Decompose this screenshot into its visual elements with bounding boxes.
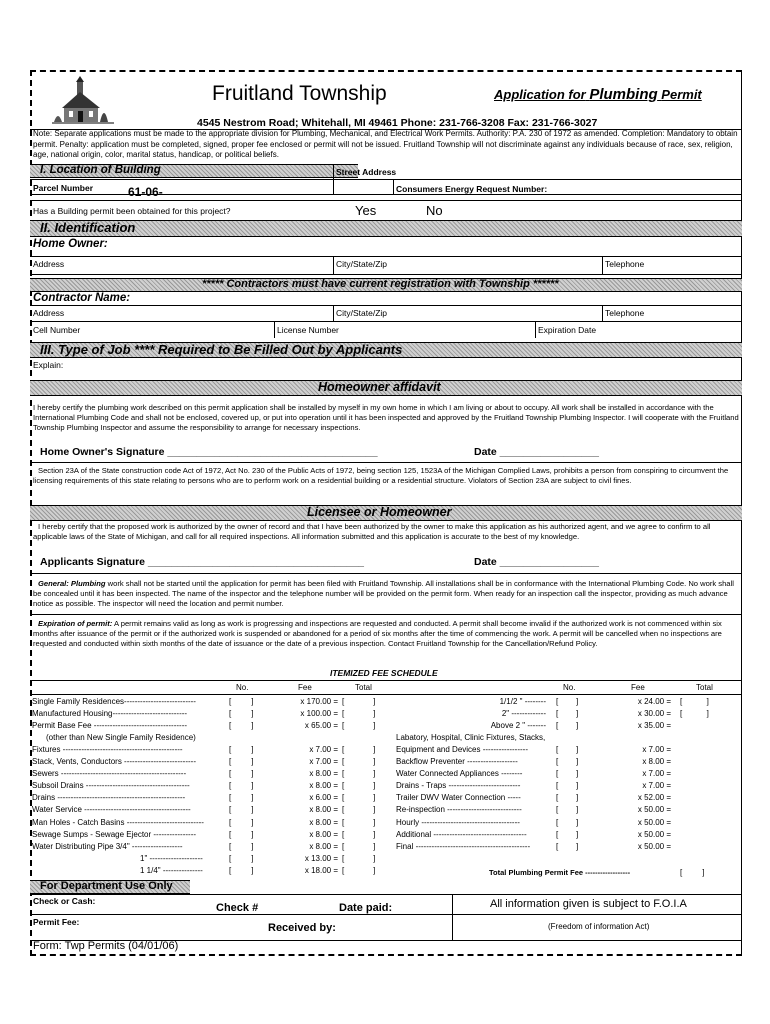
contractor-name-label: Contractor Name: <box>33 292 131 304</box>
street-address-label: Street Address <box>336 167 397 177</box>
licensee-title: Licensee or Homeowner <box>307 505 452 519</box>
fee-right-no-box[interactable]: [ ] <box>556 721 579 730</box>
fee-left-total-box[interactable]: [ ] <box>342 830 376 839</box>
fee-left-label: Permit Base Fee ----------------------------------- <box>32 721 188 730</box>
fee-left-label: Sewage Sumps - Sewage Ejector ---------------- <box>32 830 197 839</box>
parcel-number-label: Parcel Number <box>33 183 93 193</box>
fee-left-rate: x 7.00 = <box>309 745 338 754</box>
fee-left-no-box[interactable]: [ ] <box>229 757 254 766</box>
fee-right-rate: x 50.00 = <box>637 842 671 851</box>
general-body: work shall not be started until the application for permit has been filed with Fruitland Township. All installations shall be in conformance with the International Plumbing Code. No work shall be concealed until it has been inspected. The name of the inspector and the telephone number will be provided on the permit form. When ready for an inspection call the inspector, providing as much advance notice as possible. The inspector will need the location and permit number. <box>33 579 734 608</box>
section-23a-text: Section 23A of the State construction code Act of 1972, Act No. 230 of the Public Acts of 1972, being section 125, 1523A of the Michigan Complied Laws, prohibits a person from conspiring to circumvent the licensing requirements of this state relating to persons who are to perform work on a residential building or a residential structure. Violators of Section 23A are subject to civil fines. <box>33 466 729 485</box>
fee-left-label: Drains ------------------------------------------------ <box>32 793 186 802</box>
fee-right-no-box[interactable]: [ ] <box>556 781 579 790</box>
application-suffix: Permit <box>661 87 702 102</box>
expiration-body: A permit remains valid as long as work is progressing and inspections are requested and conducted. A permit shall become invalid if the authorized work is not commenced within six months after issuance of the permit or if the authorized work is suspended or abandoned for a period of six months after the time of commencing the work. A permit will be cancelled when no inspections are requested and conducted within sixth months of the date of issuance or the date of a previous inspection. Contact Fruitland Township for the Cancellation/Refund Policy. <box>33 619 722 648</box>
fee-right-rate: x 30.00 = <box>637 709 671 718</box>
fee-left-total-box[interactable]: [ ] <box>342 805 376 814</box>
fee-left-no-box[interactable]: [ ] <box>229 793 254 802</box>
fee-right-no-box[interactable]: [ ] <box>556 793 579 802</box>
lab-fixtures-heading: Labatory, Hospital, Clinic Fixtures, Stacks, <box>396 733 546 742</box>
check-or-cash-label: Check or Cash: <box>33 896 96 906</box>
expiration-label: Expiration of permit: <box>38 619 113 628</box>
fee-right-label: Backflow Preventer ------------------- <box>396 757 518 766</box>
fee-left-rate: x 7.00 = <box>309 757 338 766</box>
fee-right-rate: x 35.00 = <box>637 721 671 730</box>
fee-right-label: Final ------------------------------------------- <box>396 842 531 851</box>
fee-left-total-box[interactable]: [ ] <box>342 866 376 875</box>
application-title <box>494 86 702 103</box>
section-1-title: I. Location of Building <box>40 164 161 176</box>
fee-left-rate: x 100.00 = <box>300 709 338 718</box>
fee-header-fee-left: Fee <box>298 683 312 692</box>
explain-field[interactable]: Explain: <box>33 360 64 370</box>
fee-header-fee-right: Fee <box>631 683 645 692</box>
department-use-title: For Department Use Only <box>40 880 173 892</box>
application-type: Plumbing <box>589 86 658 103</box>
fee-left-no-box[interactable]: [ ] <box>229 866 254 875</box>
fee-left-rate: x 8.00 = <box>309 830 338 839</box>
parcel-number-value: 61-06- <box>128 185 163 199</box>
fee-header-total-left: Total <box>355 683 372 692</box>
fee-left-rate: x 6.00 = <box>309 793 338 802</box>
general-label: General: Plumbing <box>38 579 106 588</box>
fee-left-label: 1" -------------------- <box>140 854 203 863</box>
total-permit-fee-label: Total Plumbing Permit Fee ------------------ <box>489 868 631 877</box>
fee-right-no-box[interactable]: [ ] <box>556 805 579 814</box>
fee-left-label: Single Family Residences--------------------------- <box>32 697 196 706</box>
fee-right-rate: x 8.00 = <box>642 757 671 766</box>
fee-left-total-box[interactable]: [ ] <box>342 781 376 790</box>
fee-left-total-box[interactable]: [ ] <box>342 697 376 706</box>
fee-left-rate: x 8.00 = <box>309 818 338 827</box>
fee-left-total-box[interactable]: [ ] <box>342 757 376 766</box>
contractor-city-field[interactable]: City/State/Zip <box>336 308 388 318</box>
fee-left-no-box[interactable]: [ ] <box>229 781 254 790</box>
fee-schedule-title: ITEMIZED FEE SCHEDULE <box>330 668 438 678</box>
fee-left-total-box[interactable]: [ ] <box>342 745 376 754</box>
fee-right-rate: x 52.00 = <box>637 793 671 802</box>
contractor-telephone-field[interactable]: Telephone <box>605 308 645 318</box>
fee-right-label: Additional ----------------------------------- <box>396 830 527 839</box>
fee-left-no-box[interactable]: [ ] <box>229 709 254 718</box>
fee-left-label: Water Service ---------------------------------------- <box>32 805 191 814</box>
license-number-field[interactable]: License Number <box>277 325 339 335</box>
fee-right-no-box[interactable]: [ ] <box>556 830 579 839</box>
foia-act-label: (Freedom of information Act) <box>548 922 650 931</box>
fee-header-total-right: Total <box>696 683 713 692</box>
fee-left-no-box[interactable]: [ ] <box>229 854 254 863</box>
foia-notice: All information given is subject to F.O.I.A <box>490 898 687 910</box>
fee-right-label: Trailer DWV Water Connection ----- <box>396 793 521 802</box>
township-building-logo <box>52 74 114 130</box>
fee-left-total-box[interactable]: [ ] <box>342 854 376 863</box>
received-by-field[interactable]: Received by: <box>268 922 336 934</box>
date-paid-field[interactable]: Date paid: <box>339 902 393 914</box>
fee-right-rate: x 7.00 = <box>642 769 671 778</box>
fee-header-no-left: No. <box>236 683 249 692</box>
home-owner-label: Home Owner: <box>33 238 108 250</box>
fee-right-rate: x 7.00 = <box>642 745 671 754</box>
fee-left-no-box[interactable]: [ ] <box>229 842 254 851</box>
fee-right-rate: x 50.00 = <box>637 818 671 827</box>
fee-left-rate: x 8.00 = <box>309 781 338 790</box>
contractor-notice: ***** Contractors must have current registration with Township ****** <box>202 278 559 290</box>
owner-telephone-field[interactable]: Telephone <box>605 259 645 269</box>
consumers-energy-label: Consumers Energy Request Number: <box>396 184 548 194</box>
fee-left-rate: x 13.00 = <box>304 854 338 863</box>
fee-header-no-right: No. <box>563 683 576 692</box>
applicant-signature-field[interactable]: Applicants Signature _____________________________________ <box>40 556 364 568</box>
fee-left-rate: x 8.00 = <box>309 805 338 814</box>
total-permit-fee-box[interactable]: [ ] <box>680 868 705 877</box>
section-2-title: II. Identification <box>40 220 136 235</box>
applicant-date-field[interactable]: Date _________________ <box>474 556 599 568</box>
expiration-text <box>33 619 739 649</box>
fee-right-label: Equipment and Devices ----------------- <box>396 745 529 754</box>
section-3-title: III. Type of Job **** Required to Be Filled Out by Applicants <box>40 342 403 357</box>
cell-number-field[interactable]: Cell Number <box>33 325 81 335</box>
fee-right-rate: x 50.00 = <box>637 805 671 814</box>
fee-left-label: Manufactured Housing---------------------------- <box>32 709 188 718</box>
fee-left-no-box[interactable]: [ ] <box>229 769 254 778</box>
fee-left-total-box[interactable]: [ ] <box>342 721 376 730</box>
fee-left-rate: x 8.00 = <box>309 842 338 851</box>
fee-left-no-box[interactable]: [ ] <box>229 721 254 730</box>
permit-fee-label: Permit Fee: <box>33 917 80 927</box>
fee-left-total-box[interactable]: [ ] <box>342 818 376 827</box>
fee-left-rate: x 8.00 = <box>309 769 338 778</box>
fee-right-rate: x 24.00 = <box>637 697 671 706</box>
general-text <box>33 579 739 609</box>
expiration-date-field[interactable]: Expiration Date <box>538 325 597 335</box>
fee-left-no-box[interactable]: [ ] <box>229 697 254 706</box>
fee-right-no-box[interactable]: [ ] <box>556 709 579 718</box>
fee-left-total-box[interactable]: [ ] <box>342 769 376 778</box>
fee-right-rate: x 7.00 = <box>642 781 671 790</box>
fee-left-label: Stack, Vents, Conductors --------------------------- <box>32 757 196 766</box>
fee-right-no-box[interactable]: [ ] <box>556 769 579 778</box>
home-owner-signature-field[interactable]: Home Owner's Signature ____________________________________ <box>40 446 378 458</box>
homeowner-affidavit-text: I hereby certify the plumbing work described on this permit application shall be installed by myself in my own home in which I am living or about to occupy. All work shall be installed in accordance with the International Plumbing Code and shall not be enclosed, covered up, or put into operation until it has been inspected and approved by the Fruitland Township Plumbing Inspector. I will cooperate with the Fruitland Township Plumbing Inspector and assume the responsibility to arrange for necessary inspections. <box>33 403 739 432</box>
fee-right-no-box[interactable]: [ ] <box>556 818 579 827</box>
yes-option[interactable]: Yes <box>355 203 377 218</box>
licensee-text: I hereby certify that the proposed work is authorized by the owner of record and that I have been authorized by the owner to make this application as his authorized agent, and we agree to confirm to all applicable laws of the State of Michigan, and call for all required inspections. All information submitted and this application is accurate to the best of my knowledge. <box>33 522 711 541</box>
home-owner-date-field[interactable]: Date _________________ <box>474 446 599 458</box>
fee-left-rate: x 65.00 = <box>304 721 338 730</box>
check-number-field[interactable]: Check # <box>216 902 259 914</box>
fee-right-no-box[interactable]: [ ] <box>556 745 579 754</box>
building-permit-question: Has a Building permit been obtained for this project? <box>33 206 231 216</box>
fee-left-label: Fixtures --------------------------------------------- <box>32 745 183 754</box>
fee-right-no-box[interactable]: [ ] <box>556 842 579 851</box>
fee-left-rate: x 170.00 = <box>300 697 338 706</box>
fee-left-label: Subsoil Drains --------------------------------------- <box>32 781 190 790</box>
fee-right-no-box[interactable]: [ ] <box>556 757 579 766</box>
fee-left-label: Man Holes - Catch Basins ----------------------------- <box>32 818 204 827</box>
fee-left-total-box[interactable]: [ ] <box>342 709 376 718</box>
fee-left-label: Sewers ----------------------------------------------- <box>32 769 187 778</box>
fee-left-rate: x 18.00 = <box>304 866 338 875</box>
fee-left-total-box[interactable]: [ ] <box>342 793 376 802</box>
fee-right-label: 2" ------------- <box>501 709 546 718</box>
fee-left-label: (other than New Single Family Residence) <box>46 733 196 742</box>
homeowner-affidavit-title: Homeowner affidavit <box>318 380 441 394</box>
fee-right-label: Water Connected Appliances -------- <box>396 769 523 778</box>
fee-left-label: Water Distributing Pipe 3/4" ------------------- <box>32 842 183 851</box>
township-address: 4545 Nestrom Road; Whitehall, MI 49461 Phone: 231-766-3208 Fax: 231-766-3027 <box>197 117 598 129</box>
fee-right-label: 1/1/2 " -------- <box>499 697 546 706</box>
application-prefix: Application for <box>494 87 586 102</box>
fee-left-no-box[interactable]: [ ] <box>229 830 254 839</box>
township-title: Fruitland Township <box>212 82 387 105</box>
no-option[interactable]: No <box>426 203 443 218</box>
fee-left-label: 1 1/4" --------------- <box>140 866 203 875</box>
fee-right-rate: x 50.00 = <box>637 830 671 839</box>
fee-right-label: Re-inspection ---------------------------- <box>396 805 522 814</box>
form-footer: Form: Twp Permits (04/01/06) <box>33 940 179 952</box>
fee-right-no-box[interactable]: [ ] <box>556 697 579 706</box>
fee-left-total-box[interactable]: [ ] <box>342 842 376 851</box>
fee-left-no-box[interactable]: [ ] <box>229 818 254 827</box>
fee-right-total-box[interactable]: [ ] <box>680 697 709 706</box>
fee-right-label: Above 2 " ------- <box>490 721 546 730</box>
owner-city-field[interactable]: City/State/Zip <box>336 259 388 269</box>
note-text: Note: Separate applications must be made to the appropriate division for Plumbing, Mechanical, and Electrical Work Permits. Authority: P.A. 230 of 1972 as amended. Completion: Mandatory to obtain permit. Penalty: application must be completed, signed, proper fee enclosed or permit will not be issued. Fruitland Township will not discriminate against any individuals because of race, sex, religion, age, national origin, color, marital status, handicap, or political beliefs. <box>33 129 738 159</box>
contractor-address-field[interactable]: Address <box>33 308 65 318</box>
fee-left-no-box[interactable]: [ ] <box>229 805 254 814</box>
fee-right-total-box[interactable]: [ ] <box>680 709 709 718</box>
fee-right-label: Drains - Traps --------------------------- <box>396 781 521 790</box>
fee-left-no-box[interactable]: [ ] <box>229 745 254 754</box>
owner-address-field[interactable]: Address <box>33 259 65 269</box>
fee-right-label: Hourly ------------------------------------- <box>396 818 520 827</box>
